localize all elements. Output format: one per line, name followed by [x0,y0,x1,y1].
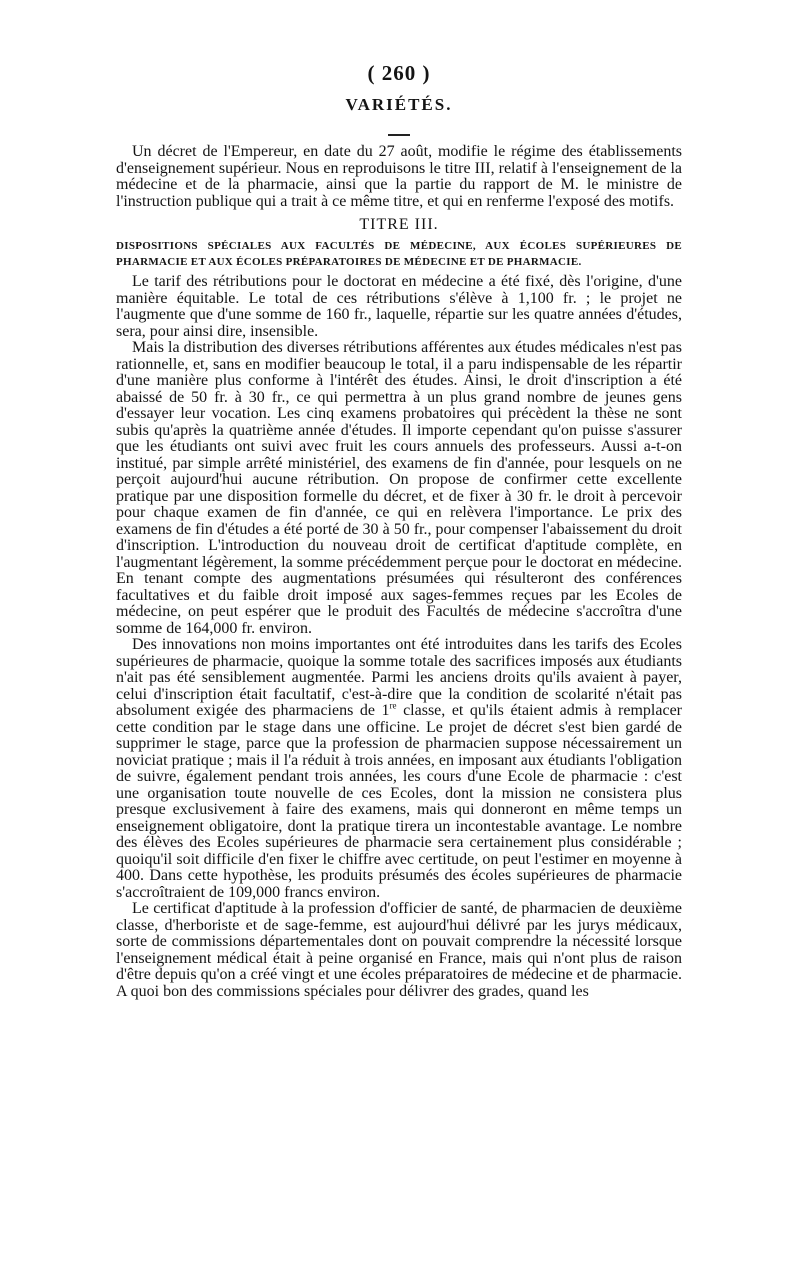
titre-heading: TITRE III. [359,216,439,233]
paragraph-pharmacie [116,637,682,901]
paragraph-pharmacie-part-b: classe, et qu'ils étaient admis à remplacer cette condition par le stage dans une officine. Le projet de décret s'est bien gardé de supprimer le stage, parce que la profession de pharmacien suppose nécessairement un noviciat pratique ; mais il l'a réduit à trois années, en imposant aux étudiants l'obligation de suivre, également pendant trois années, les cours d'une Ecole de pharmacie : c'est une organisation toute nouvelle de ces Ecoles, dont la mission ne consistera plus presque exclusivement à faire des examens, mais qui donneront en même temps un enseignement obligatoire, dont la pratique tirera un incontestable avantage. Le nombre des élèves des Ecoles supérieures de pharmacie sera certainement plus considérable ; quoiqu'il soit difficile d'en fixer le chiffre avec certitude, on peut l'estimer en moyenne à 400. Dans cette hypothèse, les produits présumés des écoles supérieures de pharmacie s'accroîtraient de 109,000 francs environ. [116,702,683,901]
page-number: ( 260 ) [367,61,431,85]
document-page [116,60,682,1000]
paragraph-distribution: Mais la distribution des diverses rétributions afférentes aux études médicales n'est pas rationnelle, et, sans en modifier beaucoup le total, il a paru indispensable de les répartir d'une manière plus conforme à l'intérêt des études. Ainsi, le droit d'inscription a été abaissé de 50 fr. à 30 fr., ce qui permettra à un plus grand nombre de jeunes gens d'essayer leur vocation. Les cinq examens probatoires qui précèdent la thèse ne sont subis qu'après la quatrième année d'études. Il importe cependant qu'on puisse s'assurer que les étudiants ont suivi avec fruit les cours annuels des professeurs. Aussi a-t-on institué, par simple arrêté ministériel, des examens de fin d'année, pour lesquels on ne perçoit aujourd'hui aucune rétribution. On propose de confirmer cette excellente pratique par une disposition formelle du décret, et de fixer à 30 fr. le droit à percevoir pour chaque examen de fin d'année, ce qui en relèvera l'importance. Le prix des examens de fin d'études a été porté de 30 à 50 fr., pour compenser l'abaissement du droit d'inscription. L'introduction du nouveau droit de certificat d'aptitude complète, en l'augmentant légèrement, la somme précédemment perçue pour le doctorat en médecine. En tenant compte des augmentations présumées qui résulteront des conférences facultatives et du faible droit imposé aux sages-femmes reçues par les Ecoles de médecine, on peut espérer que le produit des Facultés de médecine s'accroîtra d'une somme de 164,000 fr. environ. [116,339,682,637]
title-divider [388,134,410,136]
paragraph-pharmacie-part-a: Des innovations non moins importantes ont été introduites dans les tarifs des Ecoles supérieures de pharmacie, quoique la somme totale des sacrifices imposés aux étudiants n'ait pas été sensiblement augmentée. Parmi les anciens droits qu'ils avaient à payer, celui d'inscription était facultatif, c'est-à-dire que la condition de scolarité n'était pas absolument exigée des pharmaciens de 1 [116,636,682,719]
intro-paragraph: Un décret de l'Empereur, en date du 27 août, modifie le régime des établissements d'enseignement supérieur. Nous en reproduisons le titre III, relatif à l'enseignement de la médecine et de la pharmacie, ainsi que la partie du rapport de M. le ministre de l'instruction publique qui a trait à ce même titre, et qui en renferme l'exposé des motifs. [116,143,682,210]
superscript-re: re [389,700,397,711]
paragraph-tarif: Le tarif des rétributions pour le doctorat en médecine a été fixé, dès l'origine, d'une manière équitable. Le total de ces rétributions s'élève à 1,100 fr. ; le projet ne l'augmente que d'une somme de 160 fr., laquelle, répartie sur les quatre années d'études, sera, pour ainsi dire, insensible. [116,273,682,340]
dispositions-heading: DISPOSITIONS SPÉCIALES AUX FACULTÉS DE MÉDECINE, AUX ÉCOLES SUPÉRIEURES DE PHARMACIE ET AUX ÉCOLES PRÉPARATOIRES DE MÉDECINE ET DE PHARMACIE. [116,240,682,268]
paragraph-certificat: Le certificat d'aptitude à la profession d'officier de santé, de pharmacien de deuxième classe, d'herboriste et de sage-femme, est aujourd'hui délivré par les jurys médicaux, sorte de commissions départementales dont on pouvait comprendre la nécessité lorsque l'enseignement médical était à peine organisé en France, mais qui n'ont plus de raison d'être depuis qu'on a créé vingt et une écoles préparatoires de médecine et de pharmacie. A quoi bon des commissions spéciales pour délivrer des grades, quand les [116,900,682,1000]
section-title: VARIÉTÉS. [345,95,453,114]
